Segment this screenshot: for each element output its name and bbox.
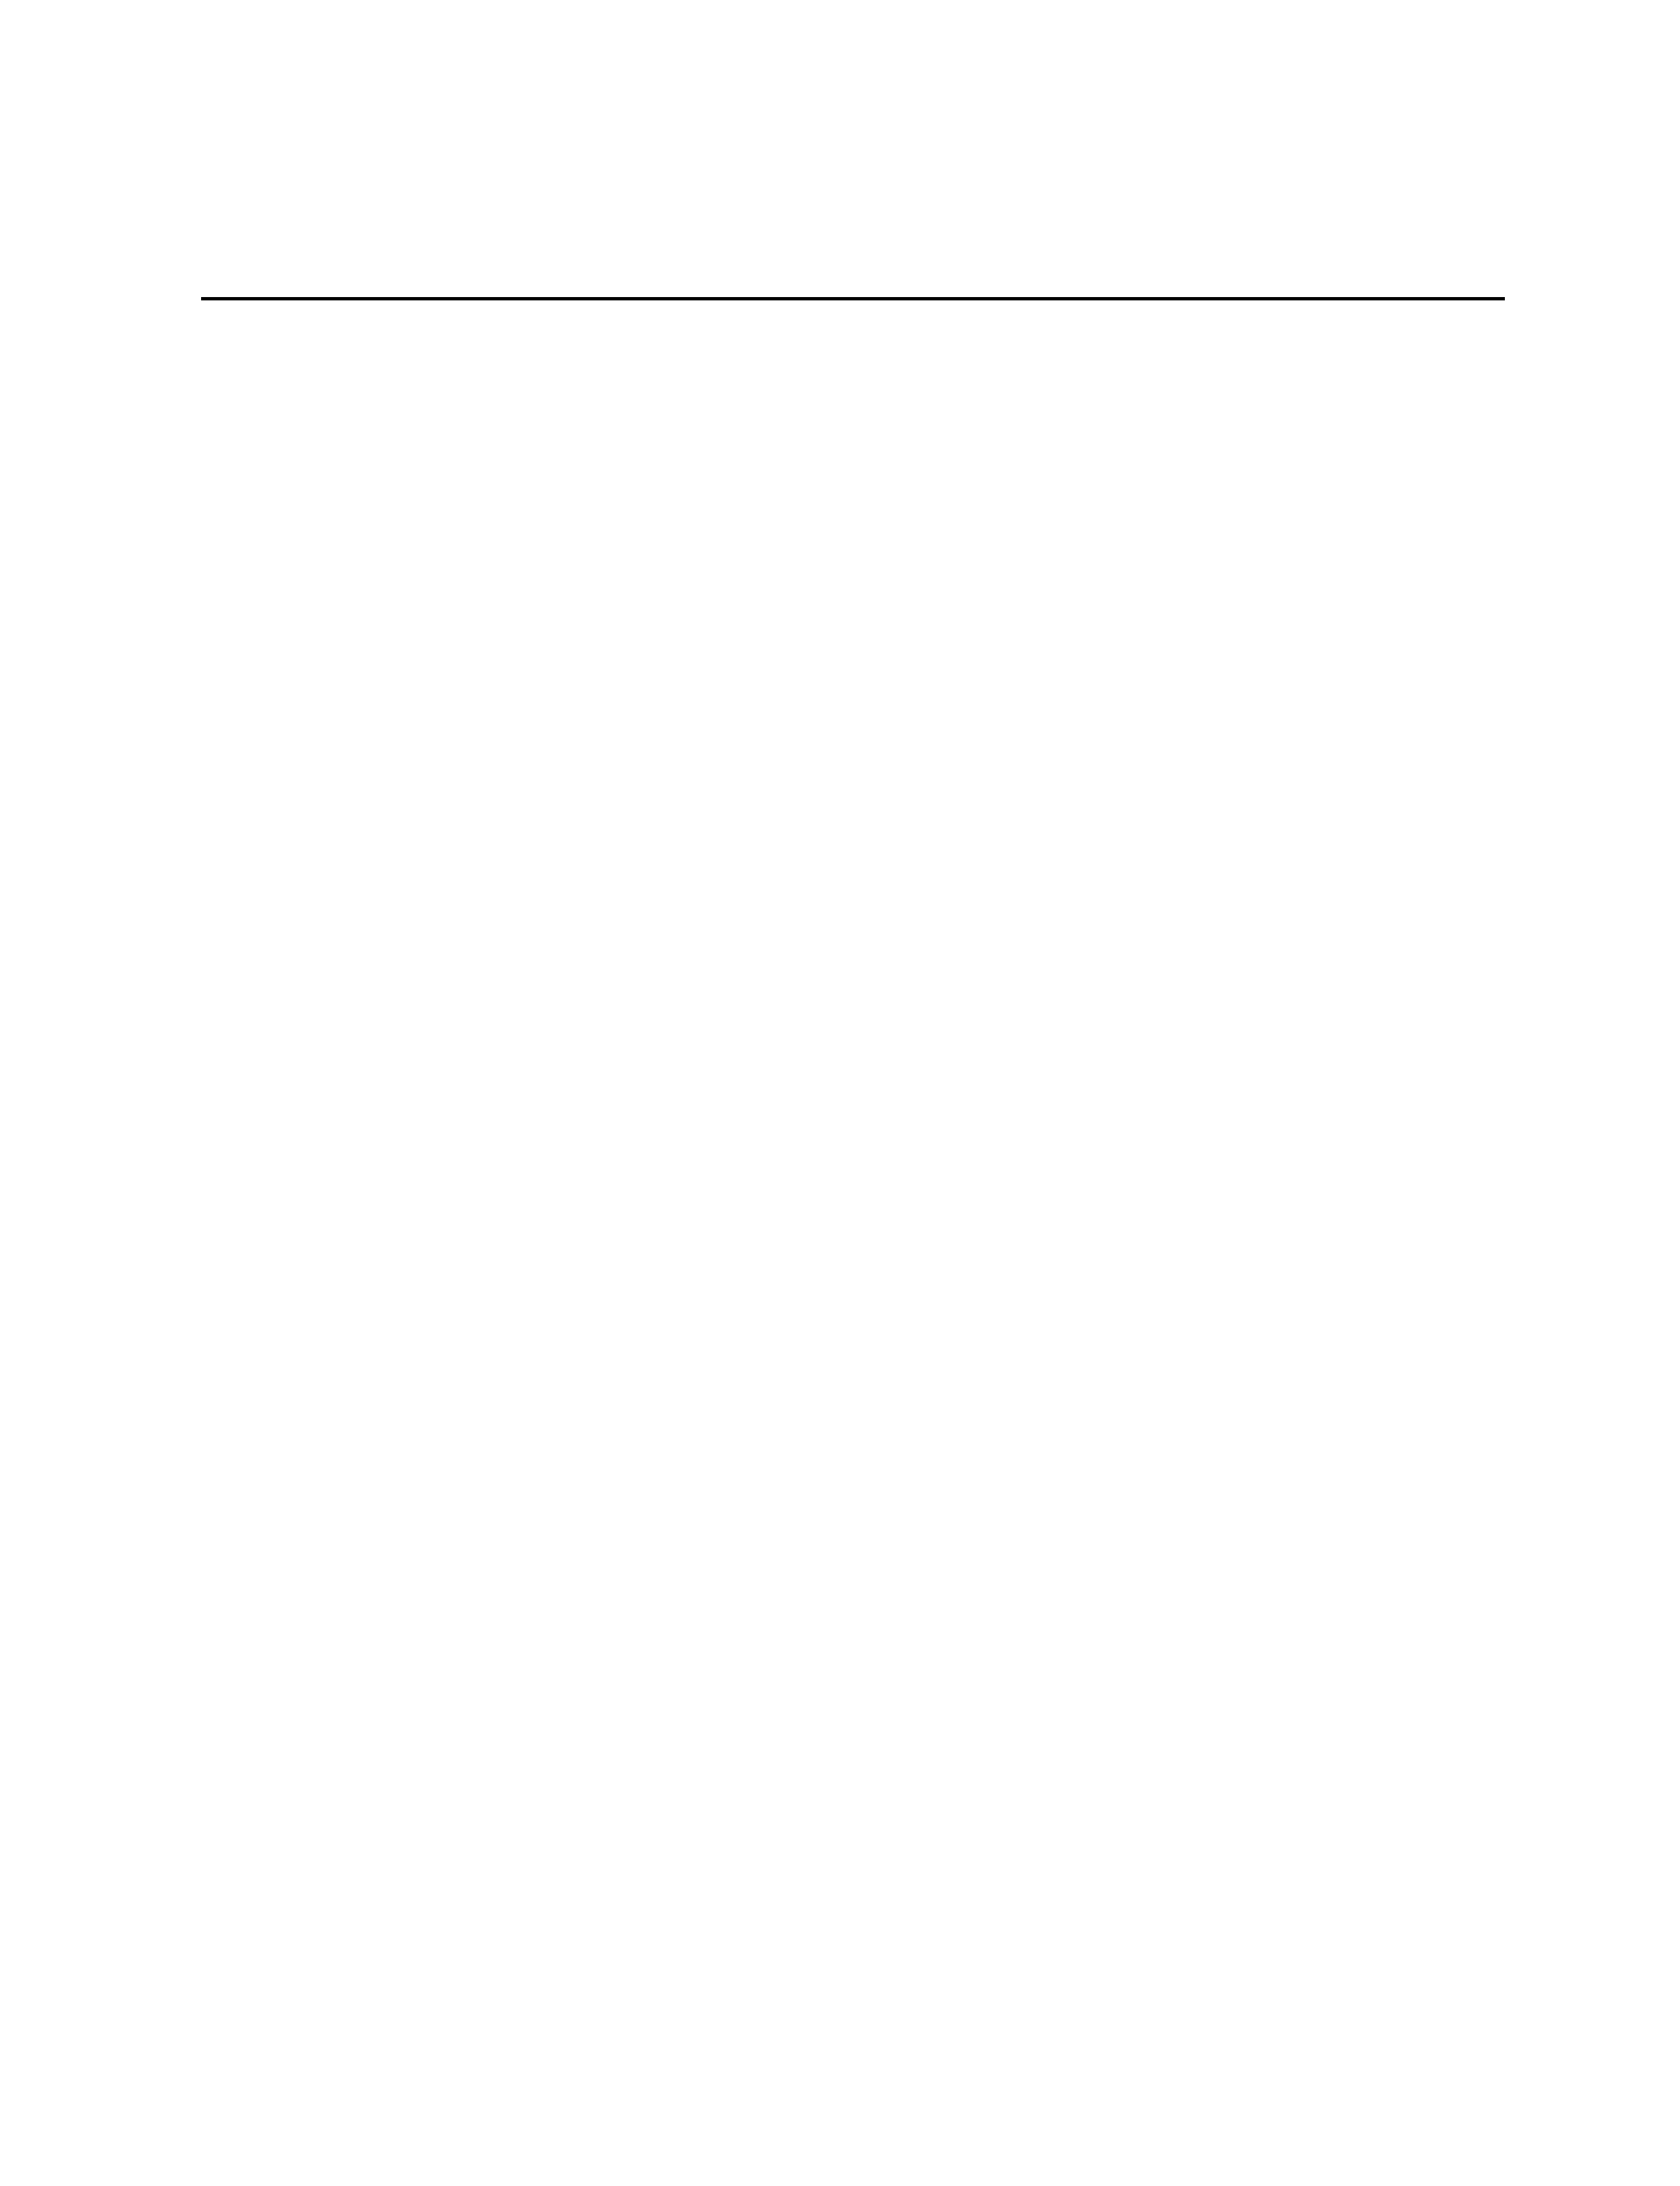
header-rule bbox=[201, 297, 1505, 300]
binder-holes bbox=[0, 0, 53, 2186]
